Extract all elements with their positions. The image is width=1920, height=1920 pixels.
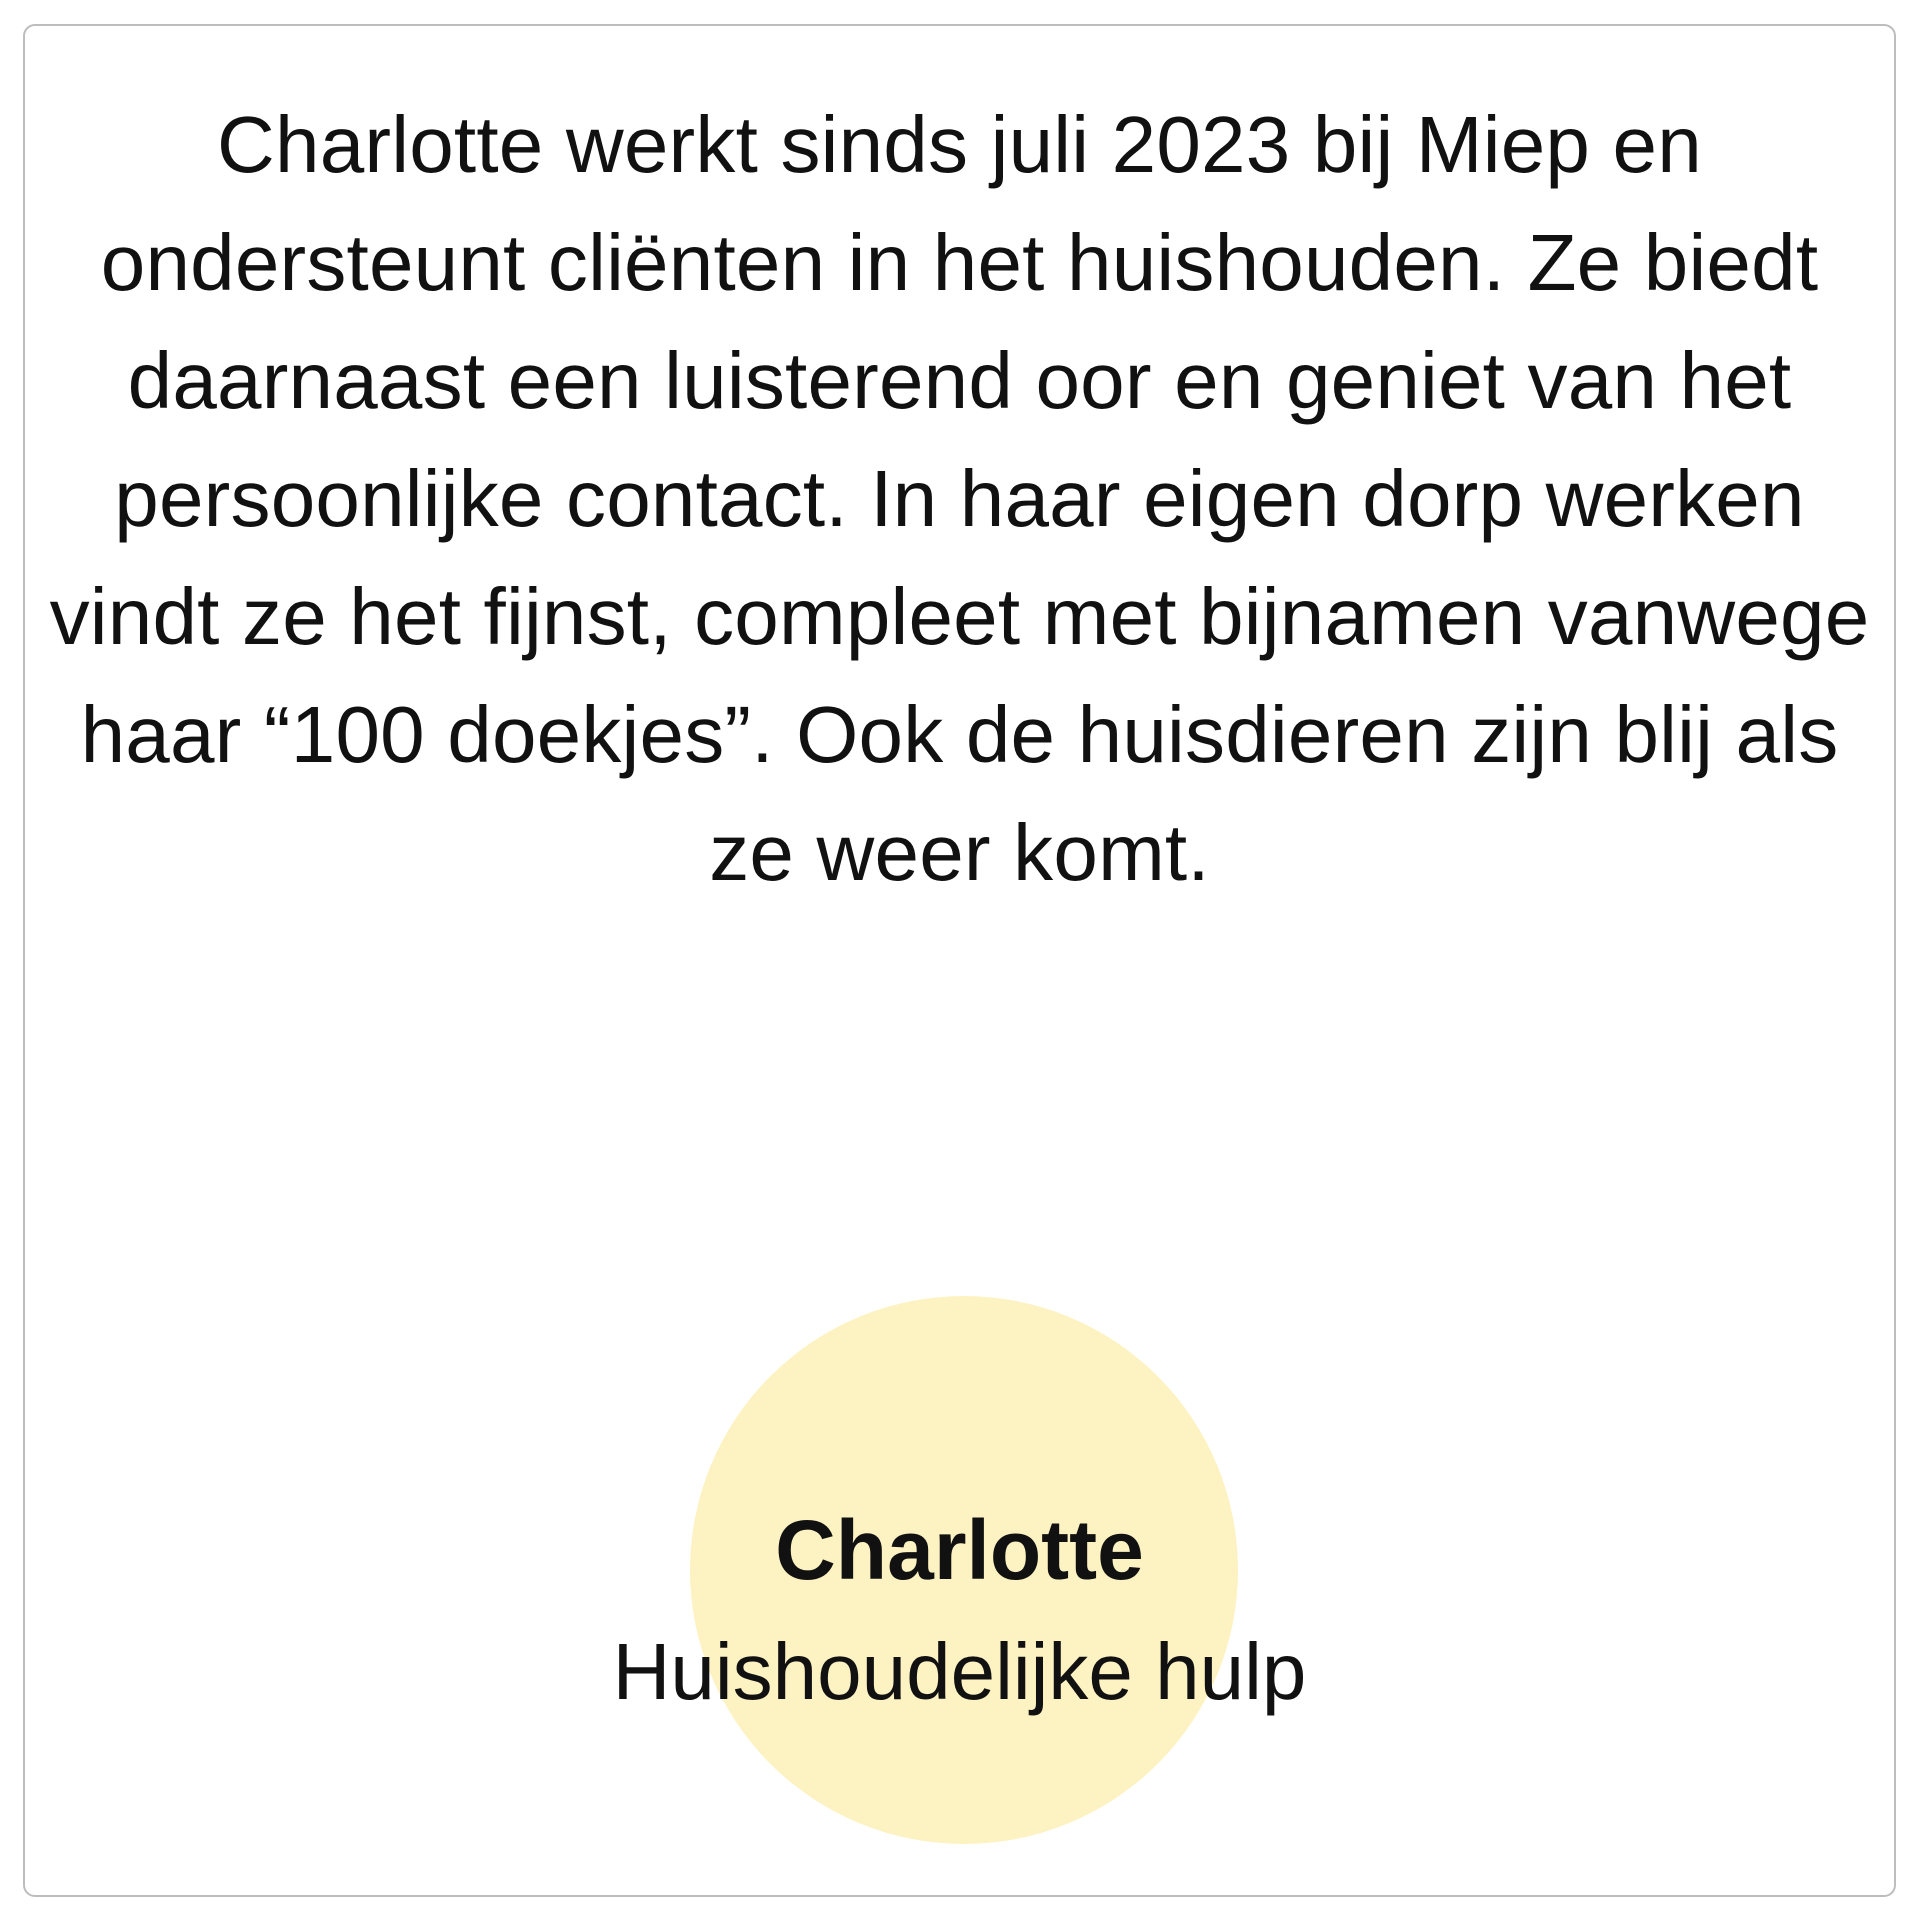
person-role: Huishoudelijke hulp: [612, 1627, 1307, 1716]
profile-card: [23, 24, 1896, 1897]
person-name: Charlotte: [775, 1503, 1144, 1597]
bio-text: Charlotte werkt sinds juli 2023 bij Miep en ondersteunt cliënten in het huishouden. Ze biedt daarnaast een luisterend oor en geniet van het persoonlijke contact. In haar eigen dorp werken vindt ze het fijnst, compleet met bijnamen vanwege haar “100 doekjes”. Ook de huisdieren zijn blij als ze weer komt.: [49, 100, 1870, 897]
